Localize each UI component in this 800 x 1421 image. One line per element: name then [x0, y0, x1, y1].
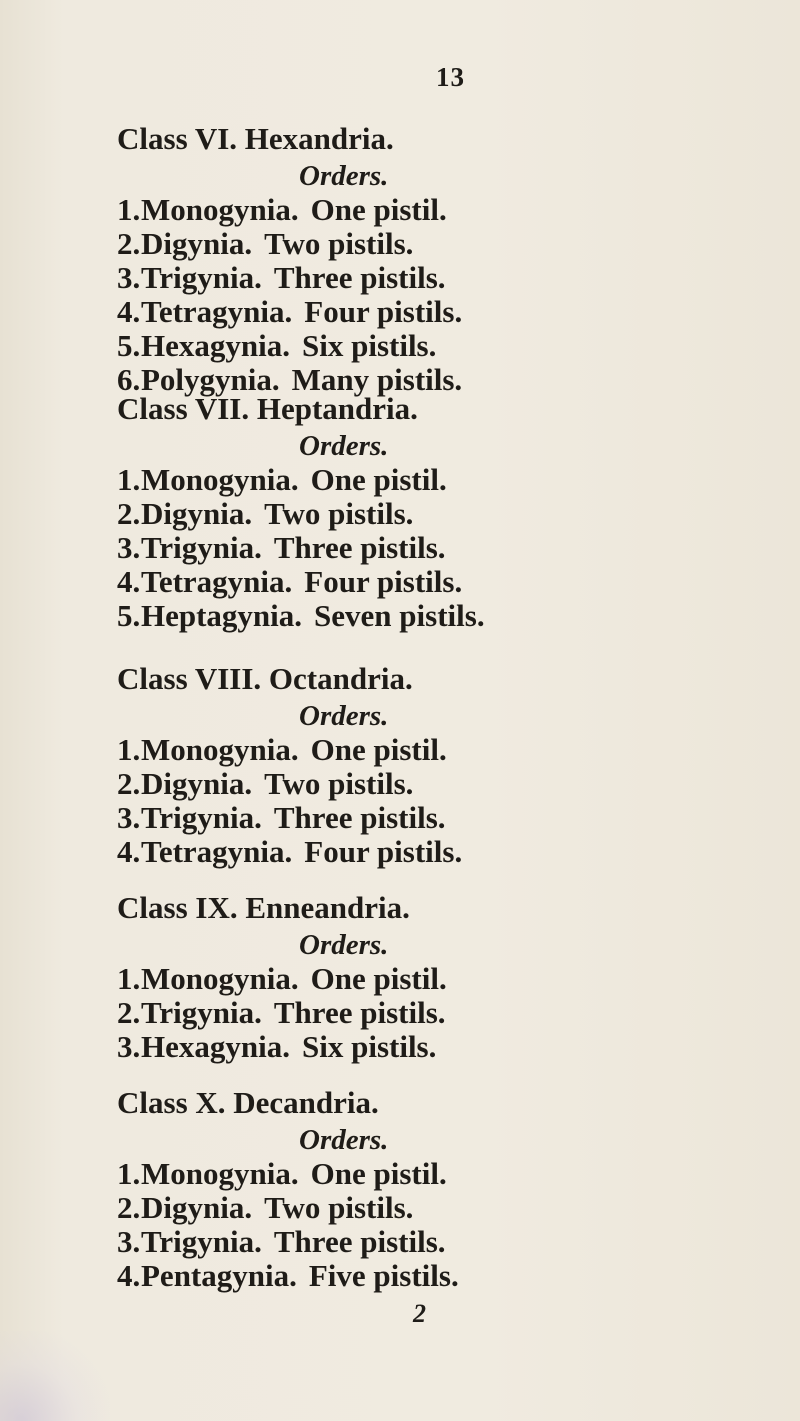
order-number: 1.	[117, 1156, 141, 1191]
orders-label: Orders.	[299, 430, 389, 462]
order-description: Three pistils.	[273, 995, 446, 1030]
order-number: 5.	[117, 598, 141, 633]
order-item	[117, 227, 717, 261]
order-number: 6.	[117, 362, 141, 397]
order-item	[117, 1191, 717, 1225]
order-number: 1.	[117, 732, 141, 767]
order-item	[117, 1259, 717, 1293]
order-number: 3.	[117, 800, 141, 835]
order-description: Three pistils.	[273, 800, 446, 835]
order-description: One pistil.	[310, 462, 447, 497]
orders-label: Orders.	[299, 1124, 389, 1156]
order-description: Seven pistils.	[314, 598, 485, 633]
order-item	[117, 295, 717, 329]
order-description: Two pistils.	[264, 766, 414, 801]
order-item	[117, 463, 717, 497]
order-description: One pistil.	[310, 1156, 447, 1191]
order-description: One pistil.	[310, 732, 447, 767]
order-number: 2.	[117, 1190, 141, 1225]
order-number: 5.	[117, 328, 141, 363]
class-title: Class IX. Enneandria.	[117, 890, 410, 925]
signature-mark: 2	[413, 1299, 426, 1328]
order-description: Four pistils.	[304, 294, 463, 329]
order-number: 1.	[117, 192, 141, 227]
class-section-heptandria	[117, 389, 717, 633]
order-description: One pistil.	[310, 961, 447, 996]
order-name: Tetragynia.	[141, 834, 293, 869]
class-title: Class VII. Heptandria.	[117, 391, 418, 426]
order-number: 1.	[117, 961, 141, 996]
order-name: Digynia.	[141, 766, 253, 801]
order-number: 2.	[117, 995, 141, 1030]
order-item	[117, 193, 717, 227]
order-description: One pistil.	[310, 192, 447, 227]
order-number: 2.	[117, 226, 141, 261]
order-description: Three pistils.	[273, 1224, 446, 1259]
page-edge-shadow	[0, 1331, 110, 1421]
order-description: Four pistils.	[304, 834, 463, 869]
order-number: 3.	[117, 530, 141, 565]
orders-label: Orders.	[299, 700, 389, 732]
order-item	[117, 801, 717, 835]
order-description: Six pistils.	[301, 328, 437, 363]
class-section-hexandria	[117, 119, 717, 397]
order-number: 4.	[117, 834, 141, 869]
order-name: Pentagynia.	[141, 1258, 297, 1293]
class-title: Class VIII. Octandria.	[117, 661, 413, 696]
order-description: Five pistils.	[308, 1258, 459, 1293]
order-number: 3.	[117, 1029, 141, 1064]
order-name: Trigynia.	[141, 800, 262, 835]
order-name: Digynia.	[141, 226, 253, 261]
order-description: Three pistils.	[273, 530, 446, 565]
order-item	[117, 497, 717, 531]
order-number: 4.	[117, 564, 141, 599]
order-item	[117, 835, 717, 869]
order-description: Two pistils.	[264, 226, 414, 261]
order-name: Monogynia.	[141, 1156, 299, 1191]
class-title: Class X. Decandria.	[117, 1085, 379, 1120]
order-description: Four pistils.	[304, 564, 463, 599]
order-name: Monogynia.	[141, 192, 299, 227]
order-number: 4.	[117, 1258, 141, 1293]
order-name: Polygynia.	[141, 362, 280, 397]
order-name: Monogynia.	[141, 732, 299, 767]
order-description: Two pistils.	[264, 496, 414, 531]
class-title: Class VI. Hexandria.	[117, 121, 394, 156]
order-item	[117, 565, 717, 599]
order-name: Digynia.	[141, 1190, 253, 1225]
order-number: 4.	[117, 294, 141, 329]
order-name: Tetragynia.	[141, 294, 293, 329]
order-name: Monogynia.	[141, 462, 299, 497]
order-item	[117, 962, 717, 996]
order-name: Monogynia.	[141, 961, 299, 996]
order-name: Hexagynia.	[141, 328, 290, 363]
class-section-enneandria	[117, 888, 717, 1064]
order-name: Digynia.	[141, 496, 253, 531]
order-description: Three pistils.	[273, 260, 446, 295]
order-name: Trigynia.	[141, 1224, 262, 1259]
class-section-octandria	[117, 659, 717, 869]
order-number: 1.	[117, 462, 141, 497]
order-description: Many pistils.	[291, 362, 463, 397]
page-number: 13	[436, 62, 465, 92]
order-name: Trigynia.	[141, 530, 262, 565]
order-item	[117, 996, 717, 1030]
order-item	[117, 733, 717, 767]
order-name: Heptagynia.	[141, 598, 303, 633]
order-number: 3.	[117, 1224, 141, 1259]
order-item	[117, 767, 717, 801]
order-item	[117, 329, 717, 363]
order-name: Trigynia.	[141, 260, 262, 295]
order-item	[117, 1030, 717, 1064]
order-description: Two pistils.	[264, 1190, 414, 1225]
order-name: Tetragynia.	[141, 564, 293, 599]
order-item	[117, 531, 717, 565]
order-item	[117, 599, 717, 633]
order-item	[117, 261, 717, 295]
order-item	[117, 1225, 717, 1259]
orders-label: Orders.	[299, 929, 389, 961]
order-number: 2.	[117, 766, 141, 801]
class-section-decandria	[117, 1083, 717, 1293]
order-name: Trigynia.	[141, 995, 262, 1030]
orders-label: Orders.	[299, 160, 389, 192]
order-number: 3.	[117, 260, 141, 295]
order-item	[117, 1157, 717, 1191]
order-name: Hexagynia.	[141, 1029, 290, 1064]
order-number: 2.	[117, 496, 141, 531]
order-description: Six pistils.	[301, 1029, 437, 1064]
